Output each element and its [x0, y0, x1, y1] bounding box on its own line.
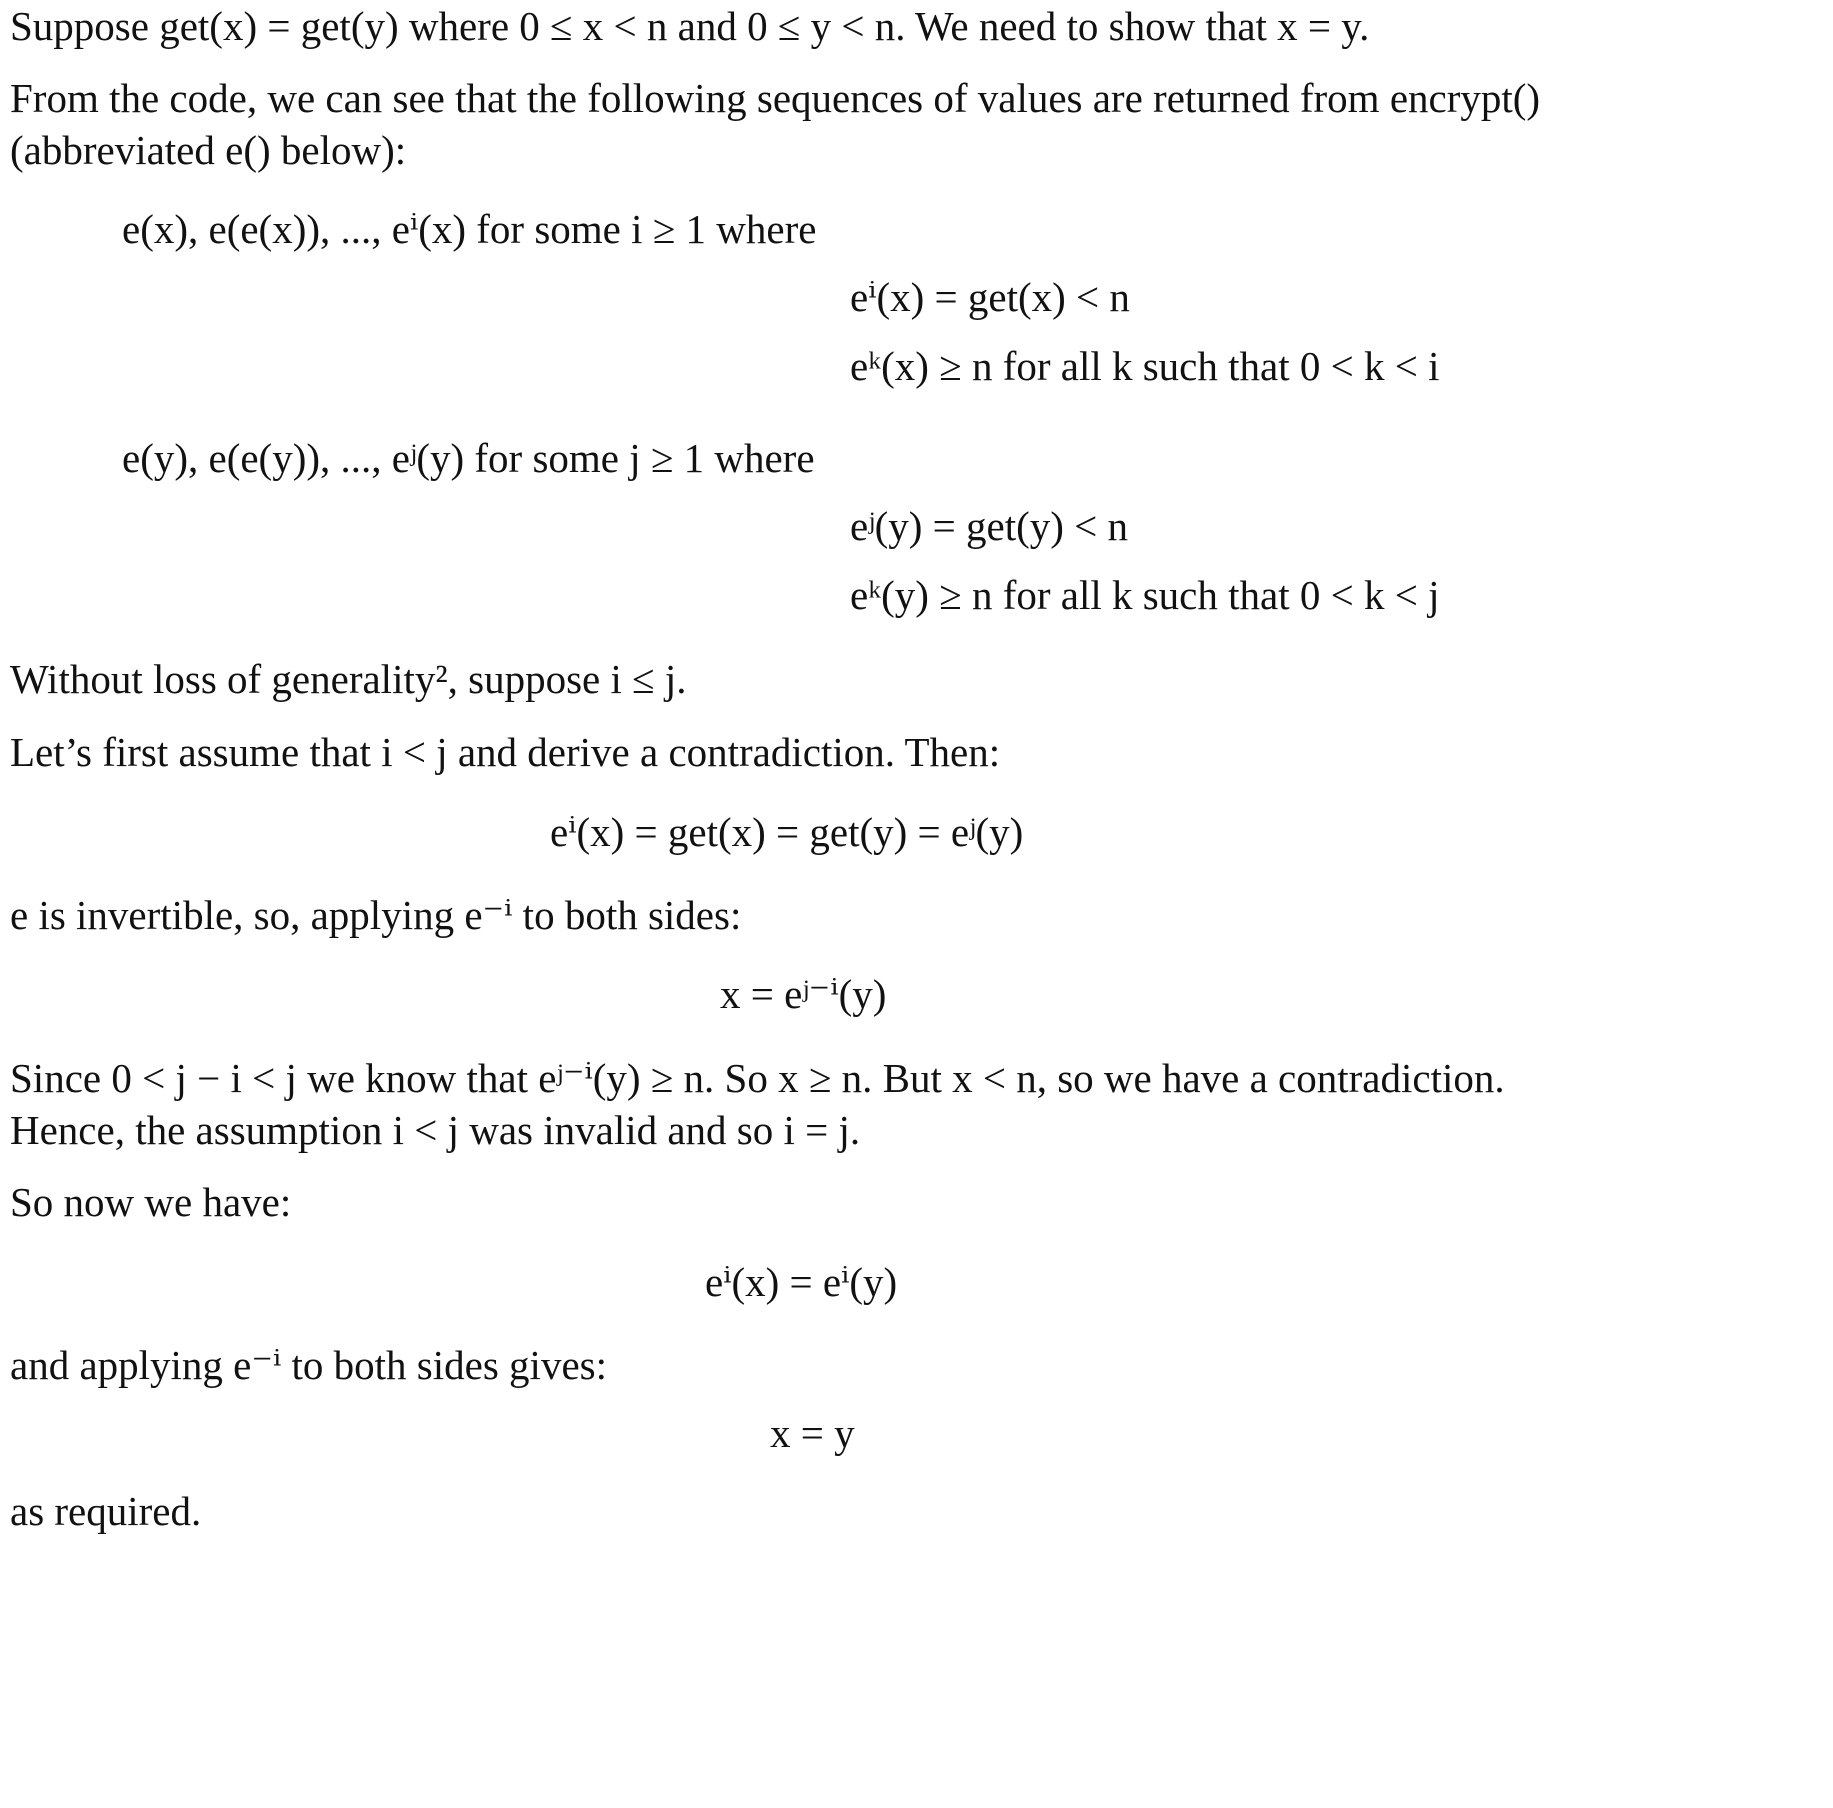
- x-condition-2: [850, 342, 1440, 390]
- x-sequence-text: e(x), e(e(x)), ..., eⁱ(x) for some i ≥ 1 where: [122, 206, 817, 252]
- paragraph-suppose: [10, 2, 1369, 50]
- y-condition-1-text: eʲ(y) = get(y) < n: [850, 503, 1129, 549]
- p4-text: Let’s first assume that i < j and derive a contradiction. Then:: [10, 729, 1001, 775]
- y-sequence-text: e(y), e(e(y)), ..., eʲ(y) for some j ≥ 1 where: [122, 435, 815, 481]
- equation-4-text: x = y: [770, 1410, 855, 1456]
- equation-4: [770, 1409, 855, 1457]
- paragraph-invertible: [10, 891, 741, 939]
- equation-2-text: x = eʲ⁻ⁱ(y): [720, 971, 887, 1017]
- paragraph-since-line1: [10, 1054, 1505, 1102]
- paragraph-wlog: [10, 655, 687, 703]
- equation-3-text: eⁱ(x) = eⁱ(y): [705, 1259, 898, 1305]
- p5-text: e is invertible, so, applying e⁻ⁱ to both sides:: [10, 892, 742, 938]
- paragraph-applying: [10, 1341, 607, 1389]
- equation-2: [720, 970, 886, 1018]
- paragraph-as-required: [10, 1487, 201, 1535]
- paragraph-from-code-line1: [10, 74, 1540, 122]
- paragraph-since-line2: [10, 1106, 860, 1154]
- x-condition-2-text: eᵏ(x) ≥ n for all k such that 0 < k < i: [850, 343, 1440, 389]
- p1-text: Suppose get(x) = get(y) where 0 ≤ x < n and 0 ≤ y < n. We need to show that x = y.: [10, 3, 1370, 49]
- x-sequence: [122, 205, 816, 253]
- paragraph-so-now: [10, 1178, 291, 1226]
- x-condition-1: [850, 273, 1130, 321]
- p3-text: Without loss of generality², suppose i ≤ j.: [10, 656, 687, 702]
- x-condition-1-text: eⁱ(x) = get(x) < n: [850, 274, 1130, 320]
- p9-text: as required.: [10, 1488, 202, 1534]
- paragraph-assume: [10, 728, 1000, 776]
- p7-text: So now we have:: [10, 1179, 292, 1225]
- equation-1-text: eⁱ(x) = get(x) = get(y) = eʲ(y): [550, 809, 1024, 855]
- p8-text: and applying e⁻ⁱ to both sides gives:: [10, 1342, 607, 1388]
- p2-line2-text: (abbreviated e() below):: [10, 127, 407, 173]
- y-condition-1: [850, 502, 1128, 550]
- p6-line2-text: Hence, the assumption i < j was invalid and so i = j.: [10, 1107, 861, 1153]
- paragraph-from-code-line2: [10, 126, 406, 174]
- equation-3: [705, 1258, 897, 1306]
- equation-1: [550, 808, 1023, 856]
- p6-line1-text: Since 0 < j − i < j we know that eʲ⁻ⁱ(y) ≥ n. So x ≥ n. But x < n, so we have a contradiction.: [10, 1055, 1505, 1101]
- p2-line1-text: From the code, we can see that the following sequences of values are returned from encrypt(): [10, 75, 1541, 121]
- y-condition-2: [850, 571, 1440, 619]
- y-condition-2-text: eᵏ(y) ≥ n for all k such that 0 < k < j: [850, 572, 1440, 618]
- y-sequence: [122, 434, 815, 482]
